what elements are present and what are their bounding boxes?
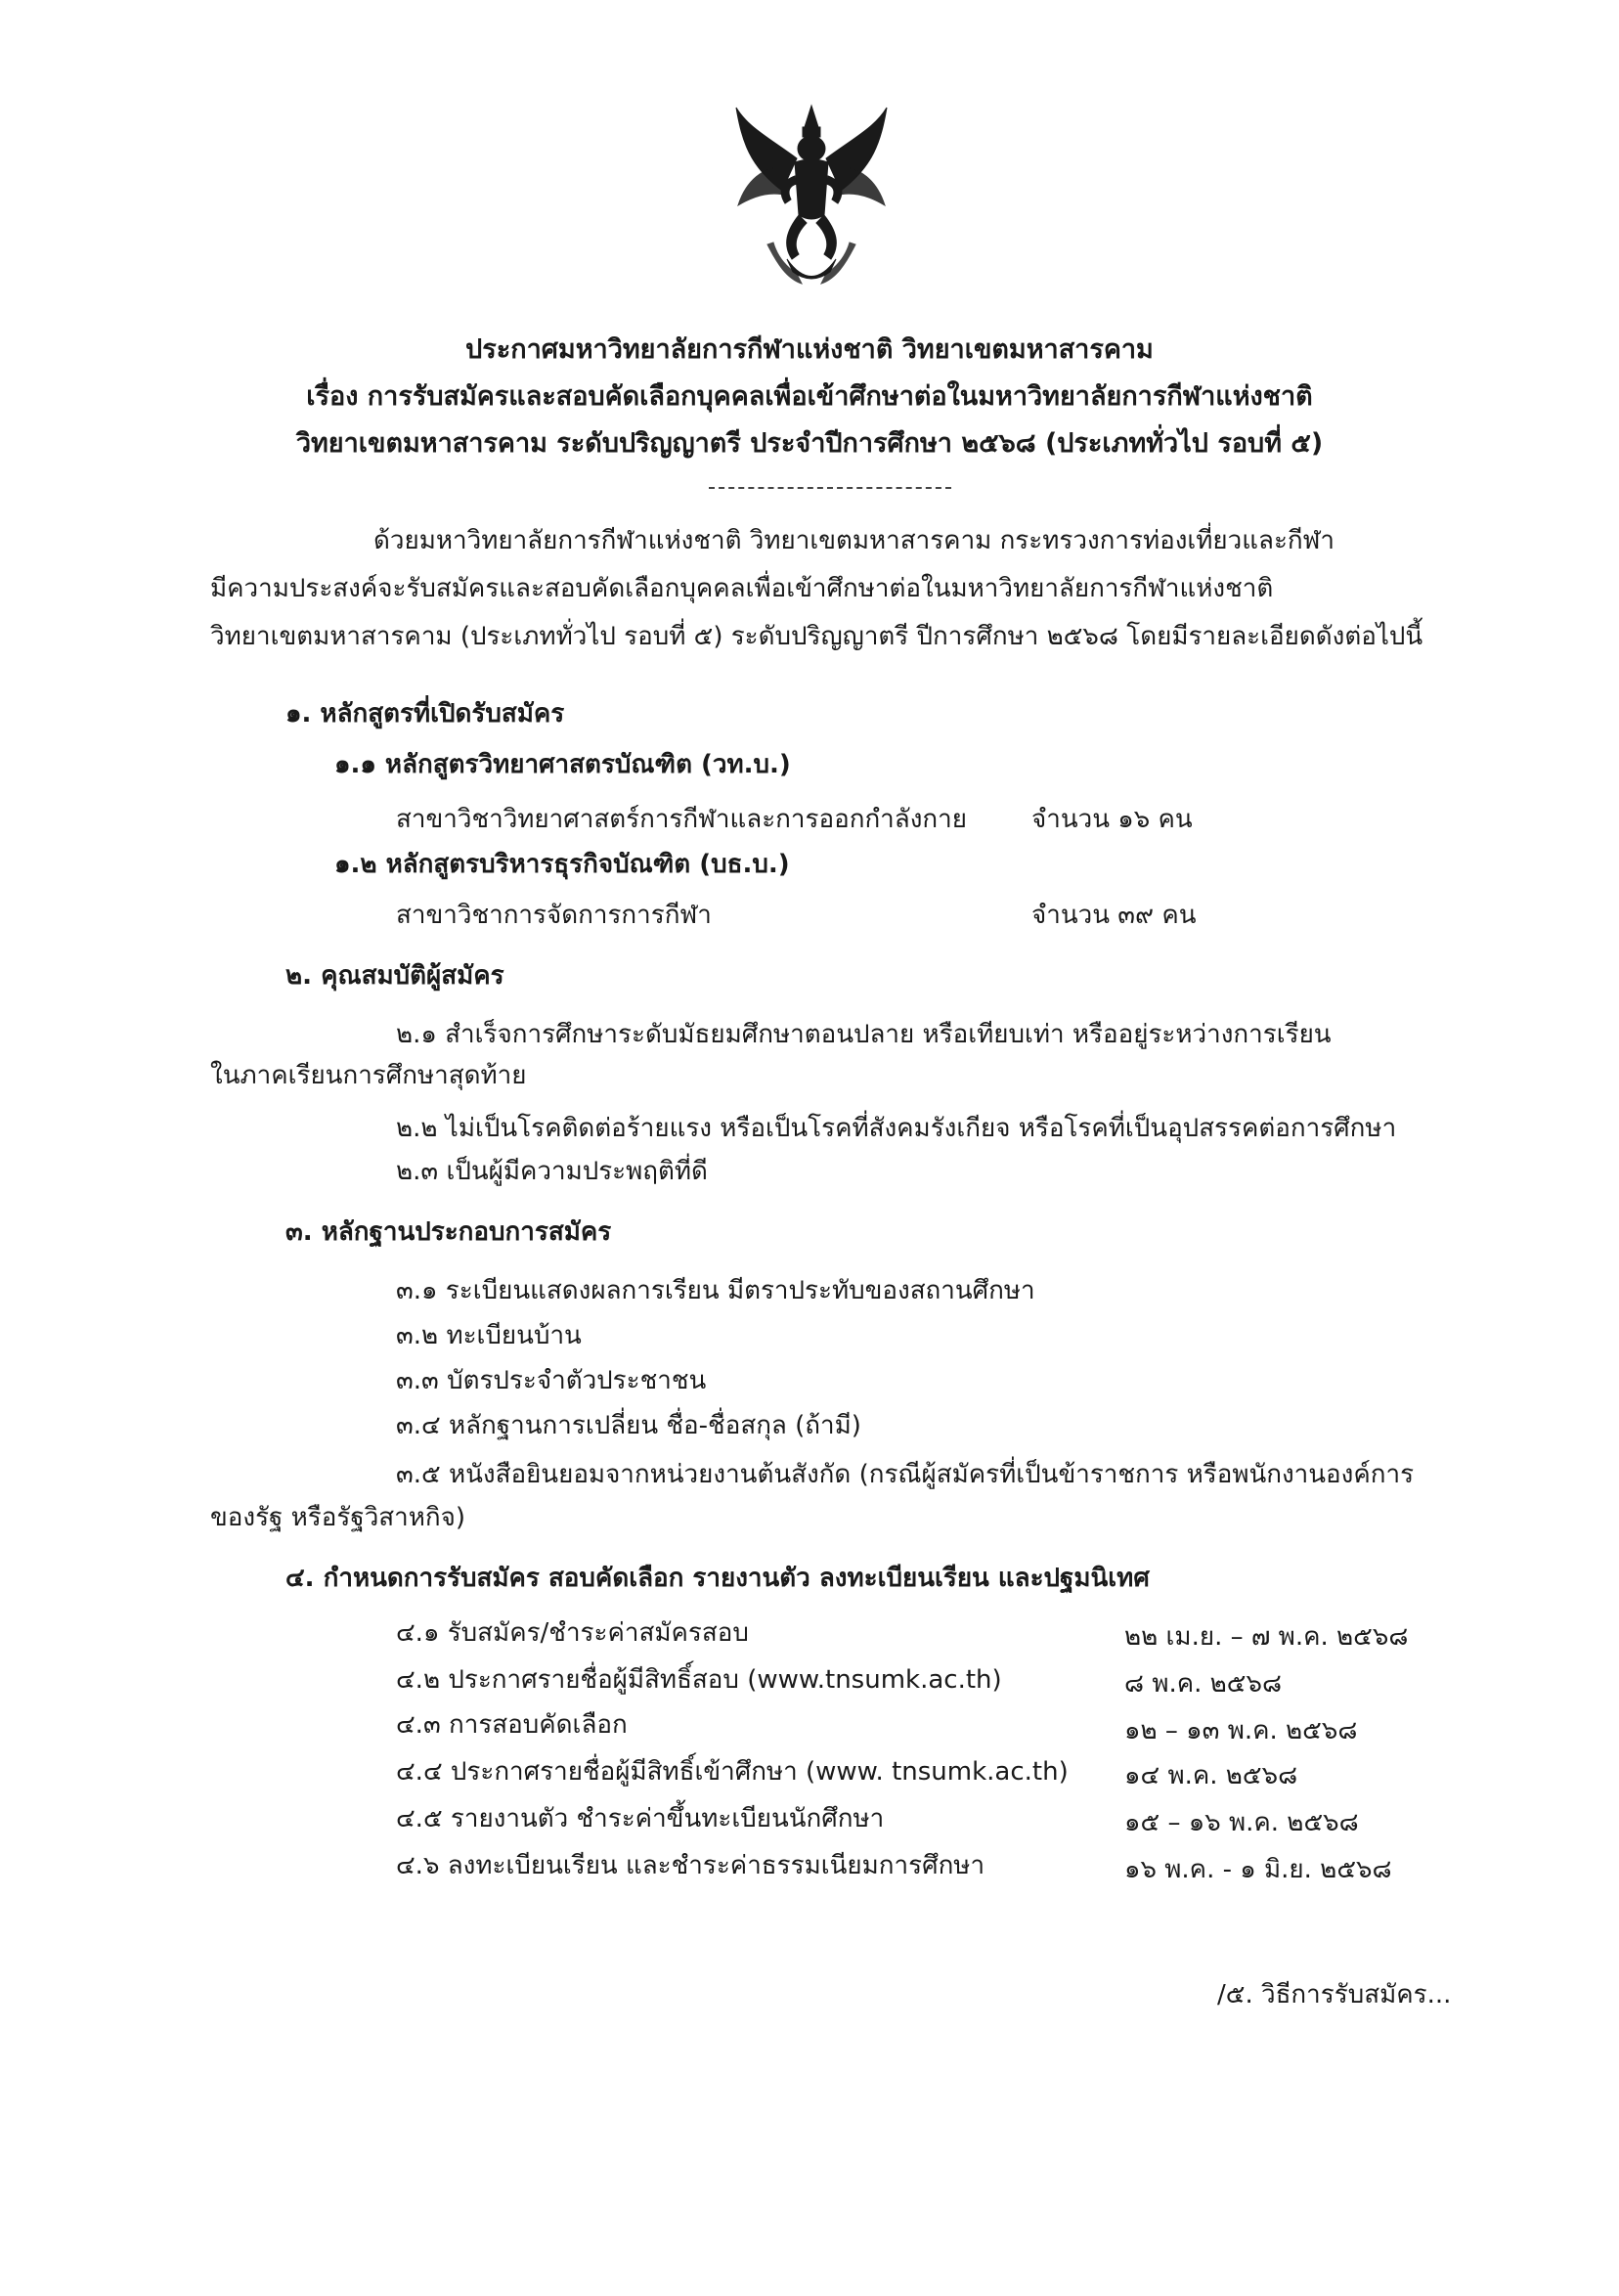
schedule-row-label: ๔.๖ ลงทะเบียนเรียน และชำระค่าธรรมเนียมการศึกษา — [396, 1851, 985, 1880]
section3-item1: ๓.๑ ระเบียนแสดงผลการเรียน มีตราประทับของสถานศึกษา — [396, 1276, 1035, 1305]
section2-title: ๒. คุณสมบัติผู้สมัคร — [285, 961, 504, 991]
schedule-row-label: ๔.๓ การสอบคัดเลือก — [396, 1710, 628, 1740]
section2-item2: ๒.๒ ไม่เป็นโรคติดต่อร้ายแรง หรือเป็นโรคที่สังคมรังเกียจ หรือโรคที่เป็นอุปสรรคต่อการศึกษา — [396, 1114, 1397, 1143]
continuation-note: /๕. วิธีการรับสมัคร... — [1217, 1980, 1452, 2009]
schedule-row-date: ๑๖ พ.ค. - ๑ มิ.ย. ๒๕๖๘ — [1124, 1855, 1392, 1884]
section3-title: ๓. หลักฐานประกอบการสมัคร — [285, 1217, 612, 1247]
section1-sub2-count: จำนวน ๓๙ คน — [1031, 901, 1197, 930]
section3-item4: ๓.๔ หลักฐานการเปลี่ยน ชื่อ-ชื่อสกุล (ถ้ามี) — [396, 1411, 861, 1440]
schedule-row-label: ๔.๒ ประกาศรายชื่อผู้มีสิทธิ์สอบ (www.tnsumk.ac.th) — [396, 1665, 1002, 1695]
schedule-row-label: ๔.๑ รับสมัคร/ชำระค่าสมัครสอบ — [396, 1618, 749, 1648]
section3-item5-line2: ของรัฐ หรือรัฐวิสาหกิจ) — [210, 1503, 466, 1532]
section2-item1-line1: ๒.๑ สำเร็จการศึกษาระดับมัธยมศึกษาตอนปลาย หรือเทียบเท่า หรืออยู่ระหว่างการเรียน — [396, 1020, 1332, 1049]
section1-title: ๑. หลักสูตรที่เปิดรับสมัคร — [285, 699, 565, 729]
section3-item3: ๓.๓ บัตรประจำตัวประชาชน — [396, 1366, 707, 1395]
section1-sub2-major: สาขาวิชาการจัดการการกีฬา — [396, 901, 712, 930]
schedule-row-date: ๑๔ พ.ค. ๒๕๖๘ — [1124, 1761, 1298, 1790]
section1-sub2-title: ๑.๒ หลักสูตรบริหารธุรกิจบัณฑิต (บธ.บ.) — [334, 850, 790, 879]
schedule-row-date: ๘ พ.ค. ๒๕๖๘ — [1124, 1669, 1283, 1699]
section1-sub1-title: ๑.๑ หลักสูตรวิทยาศาสตรบัณฑิต (วท.บ.) — [334, 750, 791, 779]
header-line-1: ประกาศมหาวิทยาลัยการกีฬาแห่งชาติ วิทยาเขตมหาสารคาม — [465, 334, 1154, 365]
garuda-emblem-icon — [728, 98, 895, 293]
schedule-row-date: ๒๒ เม.ย. – ๗ พ.ค. ๒๕๖๘ — [1124, 1622, 1409, 1652]
intro-line-3: วิทยาเขตมหาสารคาม (ประเภททั่วไป รอบที่ ๕) ระดับปริญญาตรี ปีการศึกษา ๒๕๖๘ โดยมีรายละเอียดดังต่อไปนี้ — [210, 622, 1423, 651]
section2-item1-line2: ในภาคเรียนการศึกษาสุดท้าย — [210, 1061, 527, 1090]
section1-sub1-major: สาขาวิชาวิทยาศาสตร์การกีฬาและการออกกำลังกาย — [396, 805, 967, 834]
header-line-3: วิทยาเขตมหาสารคาม ระดับปริญญาตรี ประจำปีการศึกษา ๒๕๖๘ (ประเภททั่วไป รอบที่ ๕) — [295, 428, 1324, 459]
section2-item3: ๒.๓ เป็นผู้มีความประพฤติที่ดี — [396, 1157, 708, 1186]
intro-line-2: มีความประสงค์จะรับสมัครและสอบคัดเลือกบุคคลเพื่อเข้าศึกษาต่อในมหาวิทยาลัยการกีฬาแห่งชาติ — [210, 574, 1274, 603]
header-line-2: เรื่อง การรับสมัครและสอบคัดเลือกบุคคลเพื่อเข้าศึกษาต่อในมหาวิทยาลัยการกีฬาแห่งชาติ — [306, 381, 1313, 412]
section3-item5-line1: ๓.๕ หนังสือยินยอมจากหน่วยงานต้นสังกัด (กรณีผู้สมัครที่เป็นข้าราชการ หรือพนักงานองค์การ — [396, 1460, 1415, 1489]
schedule-row-label: ๔.๔ ประกาศรายชื่อผู้มีสิทธิ์เข้าศึกษา (www. tnsumk.ac.th) — [396, 1757, 1069, 1787]
section4-title: ๔. กำหนดการรับสมัคร สอบคัดเลือก รายงานตัว ลงทะเบียนเรียน และปฐมนิเทศ — [285, 1564, 1150, 1593]
schedule-row-date: ๑๒ – ๑๓ พ.ค. ๒๕๖๘ — [1124, 1716, 1358, 1745]
schedule-row-label: ๔.๕ รายงานตัว ชำระค่าขึ้นทะเบียนนักศึกษา — [396, 1804, 885, 1833]
section1-sub1-count: จำนวน ๑๖ คน — [1031, 805, 1193, 834]
schedule-row-date: ๑๕ – ๑๖ พ.ค. ๒๕๖๘ — [1124, 1808, 1359, 1837]
header-divider — [709, 487, 951, 489]
section3-item2: ๓.๒ ทะเบียนบ้าน — [396, 1321, 582, 1350]
intro-line-1: ด้วยมหาวิทยาลัยการกีฬาแห่งชาติ วิทยาเขตมหาสารคาม กระทรวงการท่องเที่ยวและกีฬา — [373, 526, 1335, 555]
